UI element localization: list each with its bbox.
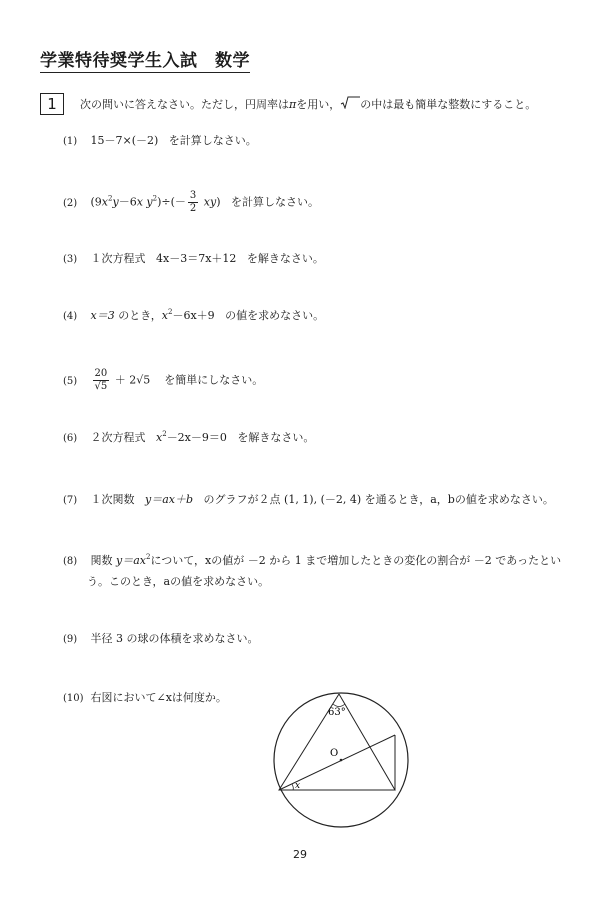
q2-xy: xy [203, 195, 217, 209]
q2-frac-denominator: 2 [189, 203, 197, 214]
question-9-number: (9) [63, 634, 78, 645]
intro-text-end: の中は最も簡単な整数にすること。 [360, 98, 537, 111]
question-3-text: を解きなさい。 [246, 252, 324, 265]
question-5-expression-rest: ＋ 2√5 [114, 373, 151, 387]
question-4-condition-text: のとき， [118, 309, 162, 322]
q2-y2: y [146, 195, 153, 209]
q5-frac-numerator: 20 [94, 368, 108, 379]
intro-text-start: 次の問いに答えなさい。ただし，円周率は [80, 98, 289, 111]
question-1-text: を計算しなさい。 [168, 134, 257, 147]
q2-x2: x [136, 195, 143, 209]
question-4-expression-rest: －6x＋9 [172, 309, 215, 322]
question-intro [80, 96, 536, 112]
q2-x1: x [101, 195, 109, 209]
question-2-text: を計算しなさい。 [231, 195, 320, 209]
q2-open: (9 [90, 195, 102, 209]
question-6-text: を解きなさい。 [237, 431, 315, 444]
question-5-number: (5) [63, 375, 78, 387]
question-6-sup: 2 [162, 430, 167, 438]
x-angle-arc [292, 784, 293, 790]
question-8-continued: う。このとき，aの値を求めなさい。 [87, 575, 270, 588]
question-8-number: (8) [63, 556, 78, 567]
question-1-number: (1) [63, 136, 78, 147]
page-number: 29 [293, 848, 307, 861]
intro-text-mid: を用い， [296, 98, 341, 111]
question-1-expression: 15－7×(－2) [90, 134, 159, 147]
angle-63-label: 63° [328, 707, 346, 718]
question-4 [63, 308, 324, 325]
angle-x-label: x [295, 781, 301, 791]
question-7-text: のグラフが２点 (1, 1), (－2, 4) を通るとき，a，bの値を求めなさい。 [203, 493, 554, 506]
question-5 [63, 368, 263, 393]
question-8 [63, 553, 561, 570]
question-4-condition: x＝3 [90, 309, 115, 322]
question-10 [63, 690, 227, 707]
circle-figure [270, 690, 415, 830]
question-4-text: の値を求めなさい。 [225, 309, 325, 322]
center-o-label: O [330, 748, 339, 759]
question-number-box: 1 [40, 93, 64, 115]
question-7-label: １次関数 [90, 493, 135, 506]
q2-sup1: 2 [108, 194, 113, 203]
question-3-label: １次方程式 [90, 252, 146, 265]
question-10-number: (10) [63, 693, 84, 704]
question-1 [63, 133, 257, 150]
question-8-expression: y＝ax [116, 554, 146, 567]
question-6-label: ２次方程式 [90, 431, 146, 444]
q2-div: )÷(－ [157, 195, 186, 209]
question-6-expression-rest: －2x－9＝0 [166, 431, 227, 444]
question-6-x: x [156, 431, 163, 444]
question-2-number: (2) [63, 197, 78, 209]
question-8-line1: について，xの値が －2 から 1 まで増加したときの変化の割合が －2 であったとい [150, 554, 562, 567]
q2-sup2: 2 [152, 194, 158, 203]
question-7-number: (7) [63, 495, 78, 506]
q2-close: ) [216, 195, 221, 209]
question-4-x: x [161, 309, 168, 322]
question-6-number: (6) [63, 433, 78, 444]
page-title: 学業特待奨学生入試 数学 [40, 46, 250, 73]
question-6 [63, 430, 314, 447]
question-9 [63, 631, 259, 648]
q2-y1: y [112, 195, 119, 209]
question-10-text: 右図において∠xは何度か。 [90, 691, 227, 704]
q2-fraction [188, 190, 198, 215]
question-5-text: を簡単にしなさい。 [164, 373, 264, 387]
question-7 [63, 492, 554, 509]
question-8-sup: 2 [145, 553, 151, 561]
question-3-expression: 4x－3＝7x＋12 [156, 252, 237, 265]
q5-fraction [93, 368, 110, 393]
question-8-pre: 関数 [90, 554, 113, 567]
center-point [340, 759, 343, 762]
question-3-number: (3) [63, 254, 78, 265]
q2-minus6: －6 [118, 195, 137, 209]
question-2 [63, 190, 319, 215]
question-9-text: 半径 3 の球の体積を求めなさい。 [90, 632, 259, 645]
question-4-number: (4) [63, 311, 78, 322]
square-root-icon [340, 96, 360, 108]
pi-symbol: π [289, 98, 297, 111]
q2-frac-numerator: 3 [189, 190, 197, 201]
question-3 [63, 251, 324, 268]
question-4-sup: 2 [167, 308, 173, 316]
q5-frac-denominator: √5 [94, 381, 108, 392]
question-7-expression: y＝ax＋b [145, 493, 194, 506]
